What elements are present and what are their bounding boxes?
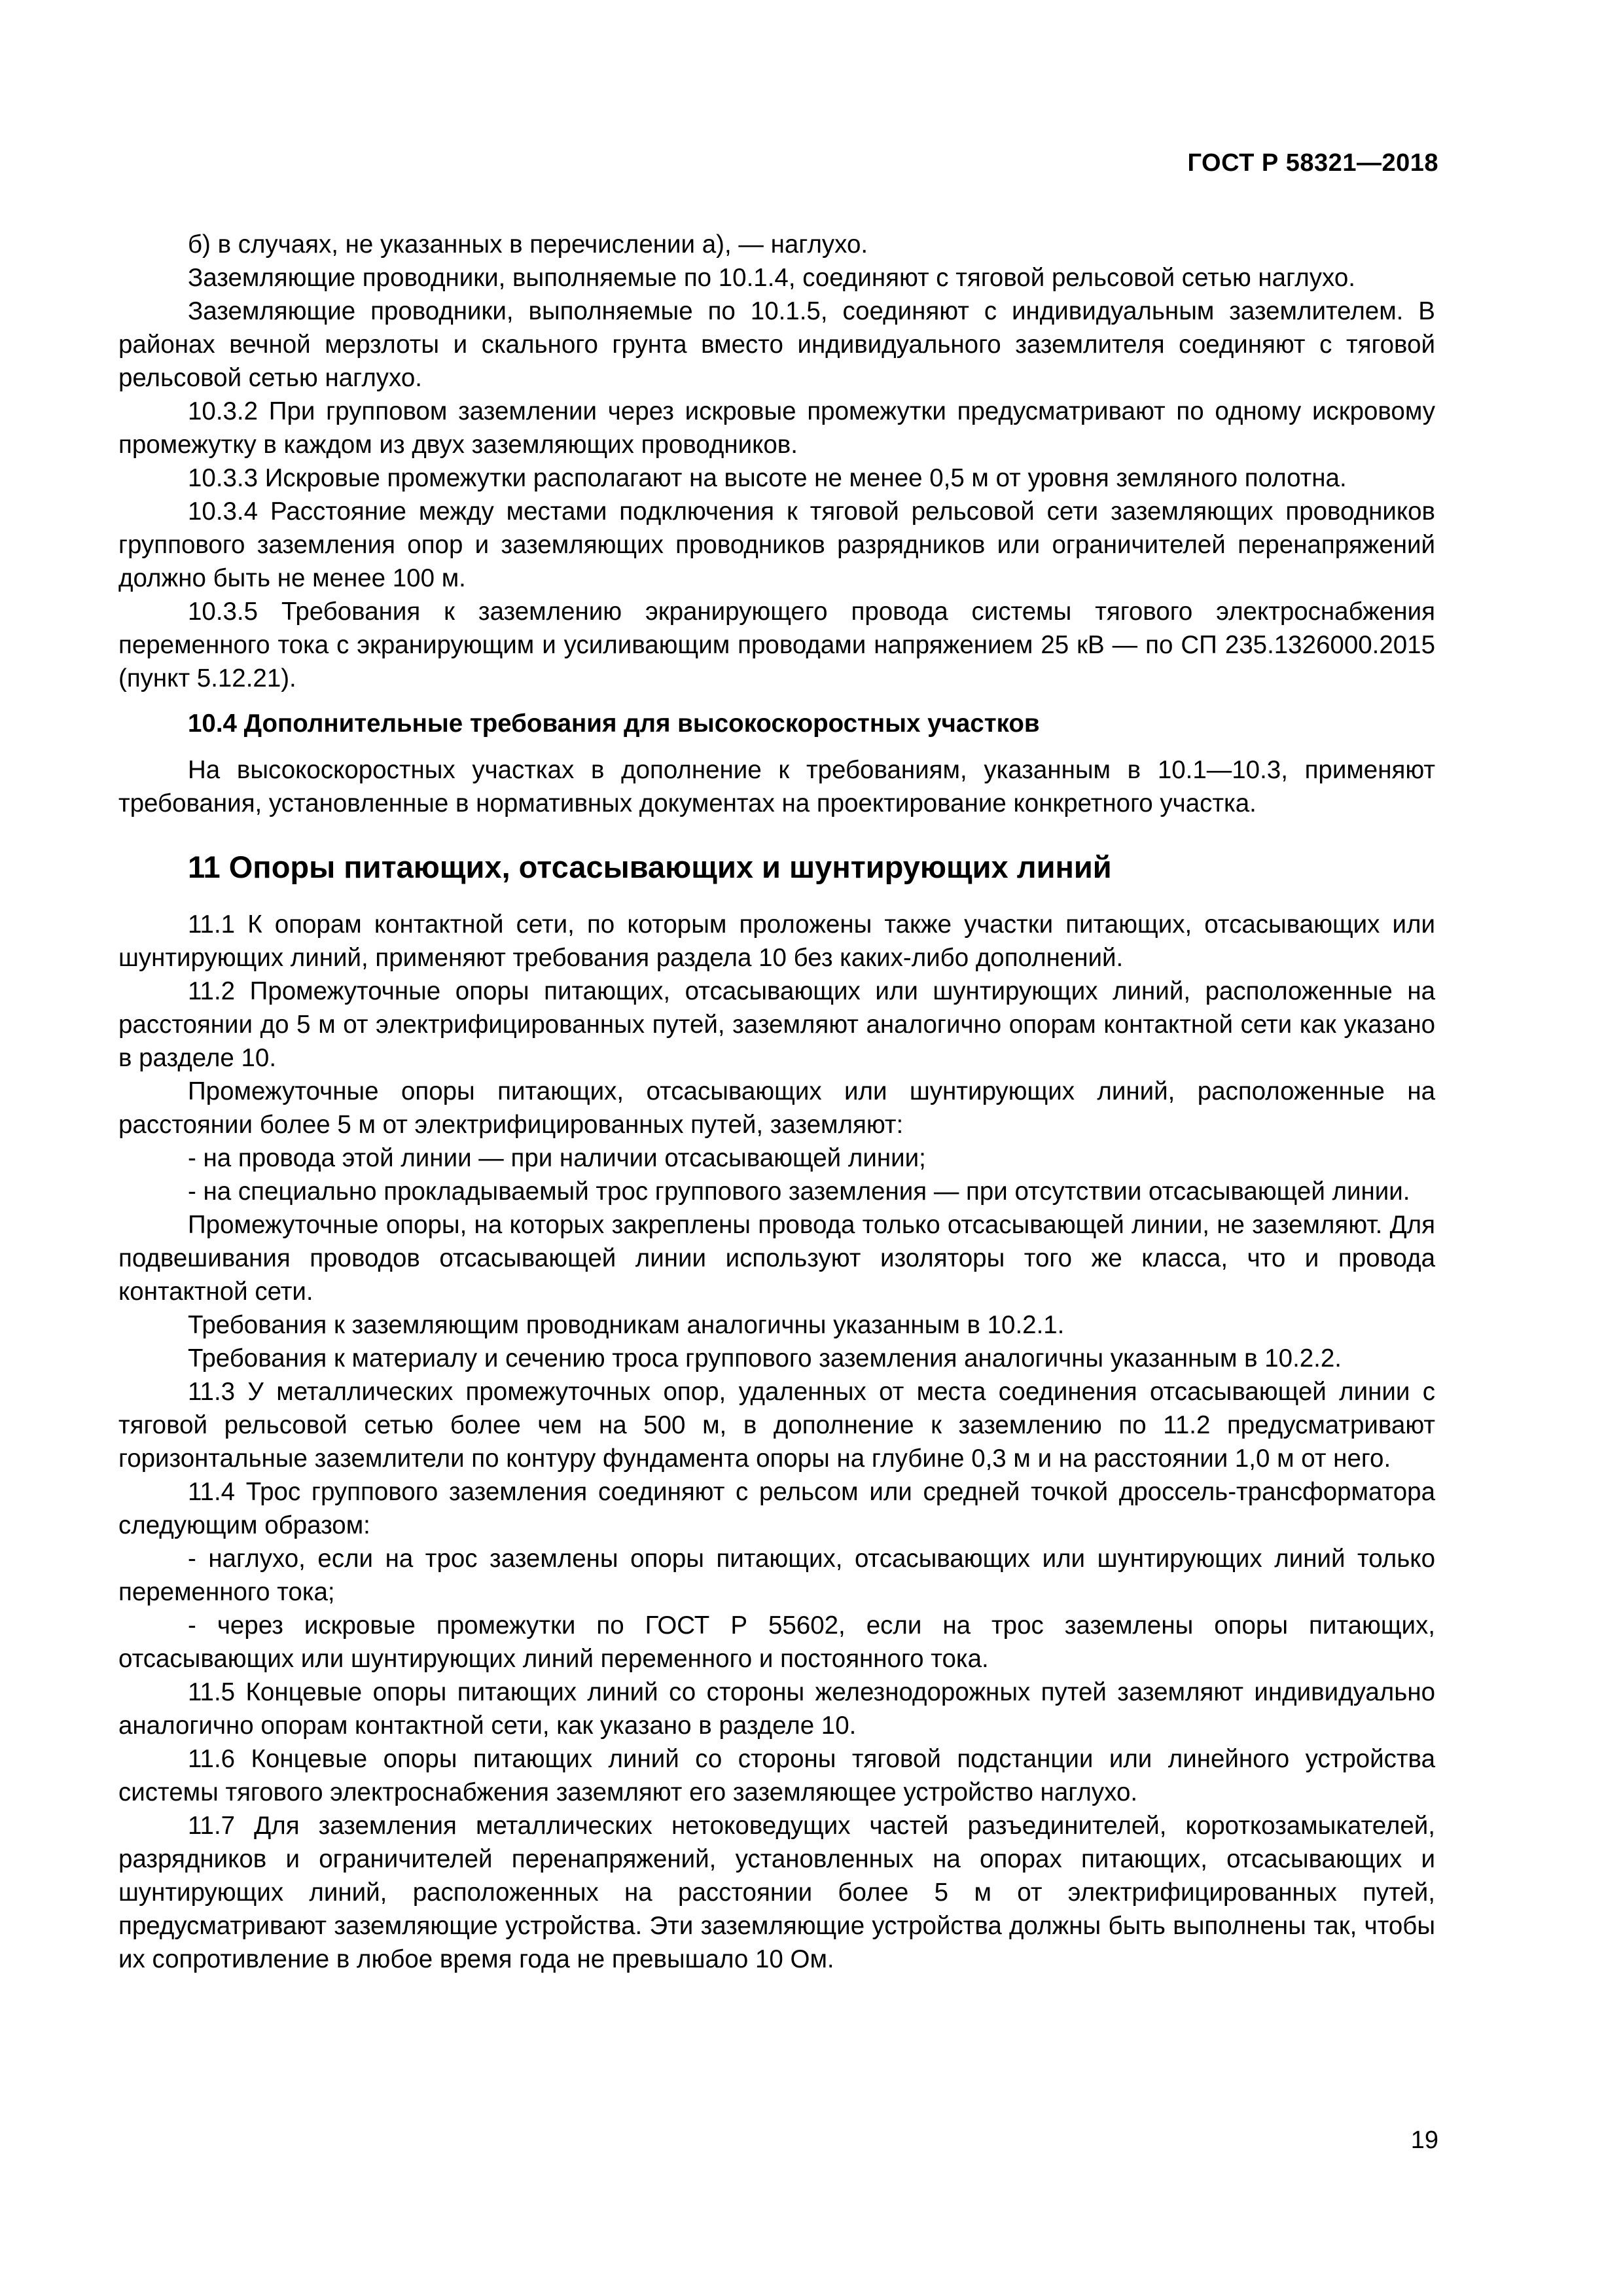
paragraph: На высокоскоростных участках в дополнение к требованиям, указанным в 10.1—10.3, применяют требования, установленные в нормативных документах на проектирование конкретного участка. [118, 756, 1435, 817]
paragraph: 11.3 У металлических промежуточных опор, удаленных от места соединения отсасывающей линии с тяговой рельсовой сетью более чем на 500 м, в дополнение к заземлению по 11.2 предусматривают горизонтальные заземлители по контуру фундамента опоры на глубине 0,3 м и на расстоянии 1,0 м от него. [118, 1378, 1435, 1473]
paragraph: Заземляющие проводники, выполняемые по 10.1.4, соединяют с тяговой рельсовой сетью наглухо. [188, 264, 1355, 292]
paragraph: 11.1 К опорам контактной сети, по которым проложены также участки питающих, отсасывающих или шунтирующих линий, применяют требования раздела 10 без каких-либо дополнений. [118, 910, 1435, 972]
paragraph: 10.3.4 Расстояние между местами подключения к тяговой рельсовой сети заземляющих проводников группового заземления опор и заземляющих проводников разрядников или ограничителей перенапряжений должно быть не менее 100 м. [118, 497, 1435, 592]
paragraph: Требования к заземляющим проводникам аналогичны указанным в 10.2.1. [188, 1311, 1065, 1339]
page-number: 19 [1410, 2126, 1438, 2154]
paragraph: 11.7 Для заземления металлических нетоковедущих частей разъединителей, короткозамыкателей, разрядников и ограничителей перенапряжений, установленных на опорах питающих, отсасывающих и шунтирующих линий, расположенных на расстоянии более 5 м от электрифицированных путей, предусматривают заземляющие устройства. Эти заземляющие устройства должны быть выполнены так, чтобы их сопротивление в любое время года не превышало 10 Ом. [118, 1812, 1435, 1973]
paragraph: Заземляющие проводники, выполняемые по 10.1.5, соединяют с индивидуальным заземлителем. В районах вечной мерзлоты и скального грунта вместо индивидуального заземлителя соединяют с тяговой рельсовой сетью наглухо. [118, 297, 1435, 392]
paragraph: 11.6 Концевые опоры питающих линий со стороны тяговой подстанции или линейного устройства системы тягового электроснабжения заземляют его заземляющее устройство наглухо. [118, 1745, 1435, 1806]
paragraph: 11.4 Трос группового заземления соединяют с рельсом или средней точкой дроссель-трансформатора следующим образом: [118, 1478, 1435, 1539]
paragraph: 11.5 Концевые опоры питающих линий со стороны железнодорожных путей заземляют индивидуально аналогично опорам контактной сети, как указано в разделе 10. [118, 1678, 1435, 1740]
paragraph: 10.3.3 Искровые промежутки располагают на высоте не менее 0,5 м от уровня земляного полотна. [188, 464, 1347, 492]
paragraph: б) в случаях, не указанных в перечислении а), — наглухо. [188, 230, 868, 259]
page-header: ГОСТ Р 58321—2018 [1187, 149, 1438, 177]
list-item: - на специально прокладываемый трос группового заземления — при отсутствии отсасывающей линии. [188, 1177, 1410, 1206]
paragraph: 10.3.2 При групповом заземлении через искровые промежутки предусматривают по одному искровому промежутку в каждом из двух заземляющих проводников. [118, 397, 1435, 459]
subsection-heading: 10.4 Дополнительные требования для высокоскоростных участков [188, 709, 1040, 738]
paragraph: 11.2 Промежуточные опоры питающих, отсасывающих или шунтирующих линий, расположенные на расстоянии до 5 м от электрифицированных путей, заземляют аналогично опорам контактной сети как указано в разделе 10. [118, 977, 1435, 1072]
paragraph: Требования к материалу и сечению троса группового заземления аналогичны указанным в 10.2.2. [188, 1344, 1342, 1372]
paragraph: 10.3.5 Требования к заземлению экранирующего провода системы тягового электроснабжения переменного тока с экранирующим и усиливающим проводами напряжением 25 кВ — по СП 235.1326000.2015 (пункт 5.12.21). [118, 598, 1435, 692]
list-item: - через искровые промежутки по ГОСТ Р 55602, если на трос заземлены опоры питающих, отсасывающих или шунтирующих линий переменного и постоянного тока. [118, 1611, 1435, 1673]
paragraph: Промежуточные опоры, на которых закреплены провода только отсасывающей линии, не заземляют. Для подвешивания проводов отсасывающей линии используют изоляторы того же класса, что и провода контактной сети. [118, 1211, 1435, 1306]
paragraph: Промежуточные опоры питающих, отсасывающих или шунтирующих линий, расположенные на расстоянии более 5 м от электрифицированных путей, заземляют: [118, 1077, 1435, 1139]
section-heading: 11 Опоры питающих, отсасывающих и шунтирующих линий [188, 850, 1112, 884]
list-item: - на провода этой линии — при наличии отсасывающей линии; [188, 1144, 926, 1172]
list-item: - наглухо, если на трос заземлены опоры питающих, отсасывающих или шунтирующих линий только переменного тока; [118, 1545, 1435, 1606]
document-body [118, 228, 1435, 1976]
